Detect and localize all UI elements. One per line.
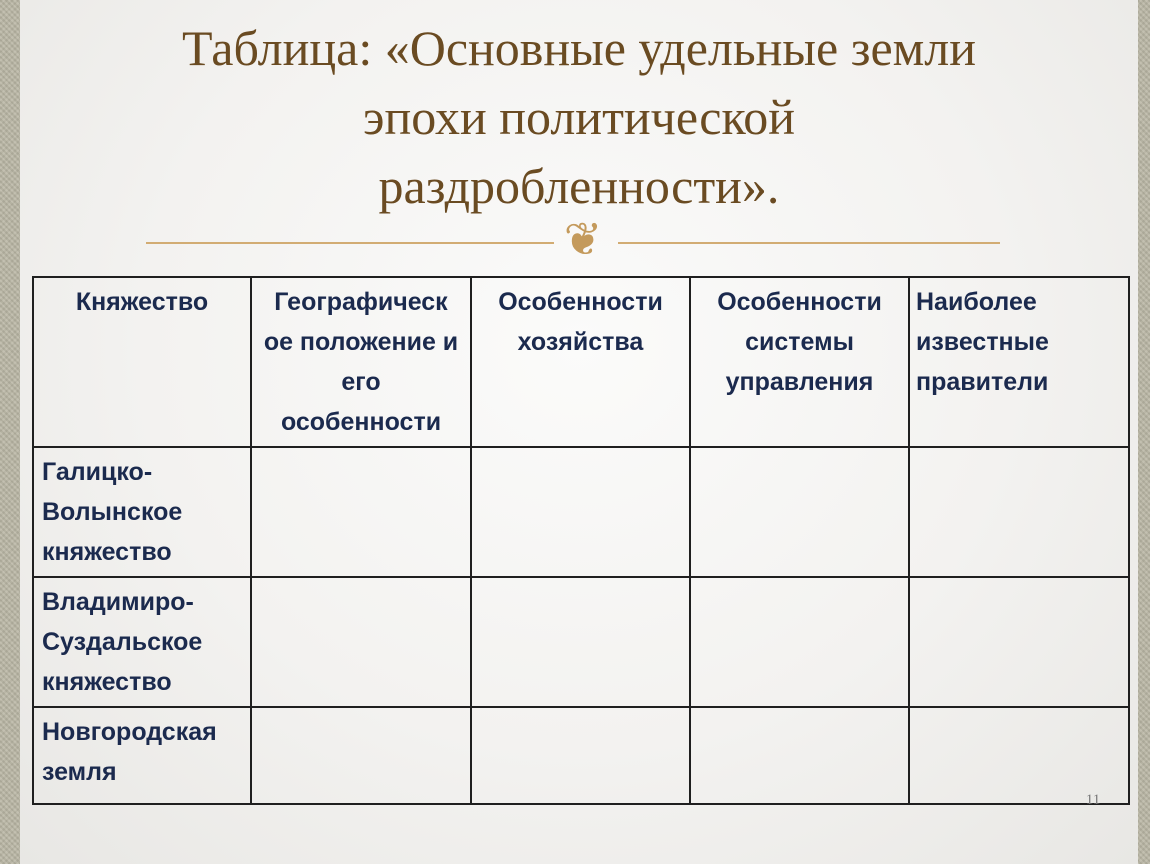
header-geography: Географическ ое положение и его особенности bbox=[251, 277, 471, 447]
table-cell[interactable] bbox=[251, 577, 471, 707]
slide bbox=[20, 0, 1138, 864]
table-cell[interactable] bbox=[471, 447, 690, 577]
table-cell[interactable] bbox=[251, 707, 471, 804]
table-cell[interactable] bbox=[909, 577, 1129, 707]
title-divider-left bbox=[146, 242, 554, 244]
title-line-1: Таблица: «Основные удельные земли bbox=[181, 20, 977, 76]
principalities-table bbox=[32, 276, 1130, 805]
table-row bbox=[33, 577, 1129, 707]
row-label-novgorod: Новгородская земля bbox=[33, 707, 251, 804]
header-economy: Особенности хозяйства bbox=[471, 277, 690, 447]
slide-title bbox=[20, 14, 1138, 221]
title-line-3: раздробленности». bbox=[378, 158, 780, 214]
table-row bbox=[33, 707, 1129, 804]
flourish-ornament-icon: ❦ bbox=[563, 212, 603, 266]
table-cell[interactable] bbox=[690, 447, 909, 577]
table-cell[interactable] bbox=[471, 577, 690, 707]
row-label-galicia-volhynia: Галицко-Волынское княжество bbox=[33, 447, 251, 577]
row-label-vladimir-suzdal: Владимиро-Суздальское княжество bbox=[33, 577, 251, 707]
table-row bbox=[33, 447, 1129, 577]
header-governance: Особенности системы управления bbox=[690, 277, 909, 447]
table-header-row bbox=[33, 277, 1129, 447]
table-cell[interactable] bbox=[471, 707, 690, 804]
table-cell[interactable] bbox=[909, 447, 1129, 577]
header-principality: Княжество bbox=[33, 277, 251, 447]
header-rulers: Наиболее известные правители bbox=[909, 277, 1129, 447]
table-cell[interactable] bbox=[690, 707, 909, 804]
title-line-2: эпохи политической bbox=[363, 89, 795, 145]
table-cell[interactable] bbox=[251, 447, 471, 577]
title-divider-right bbox=[618, 242, 1000, 244]
table-cell[interactable] bbox=[690, 577, 909, 707]
table-cell[interactable] bbox=[909, 707, 1129, 804]
page-number: 11 bbox=[1085, 792, 1101, 808]
